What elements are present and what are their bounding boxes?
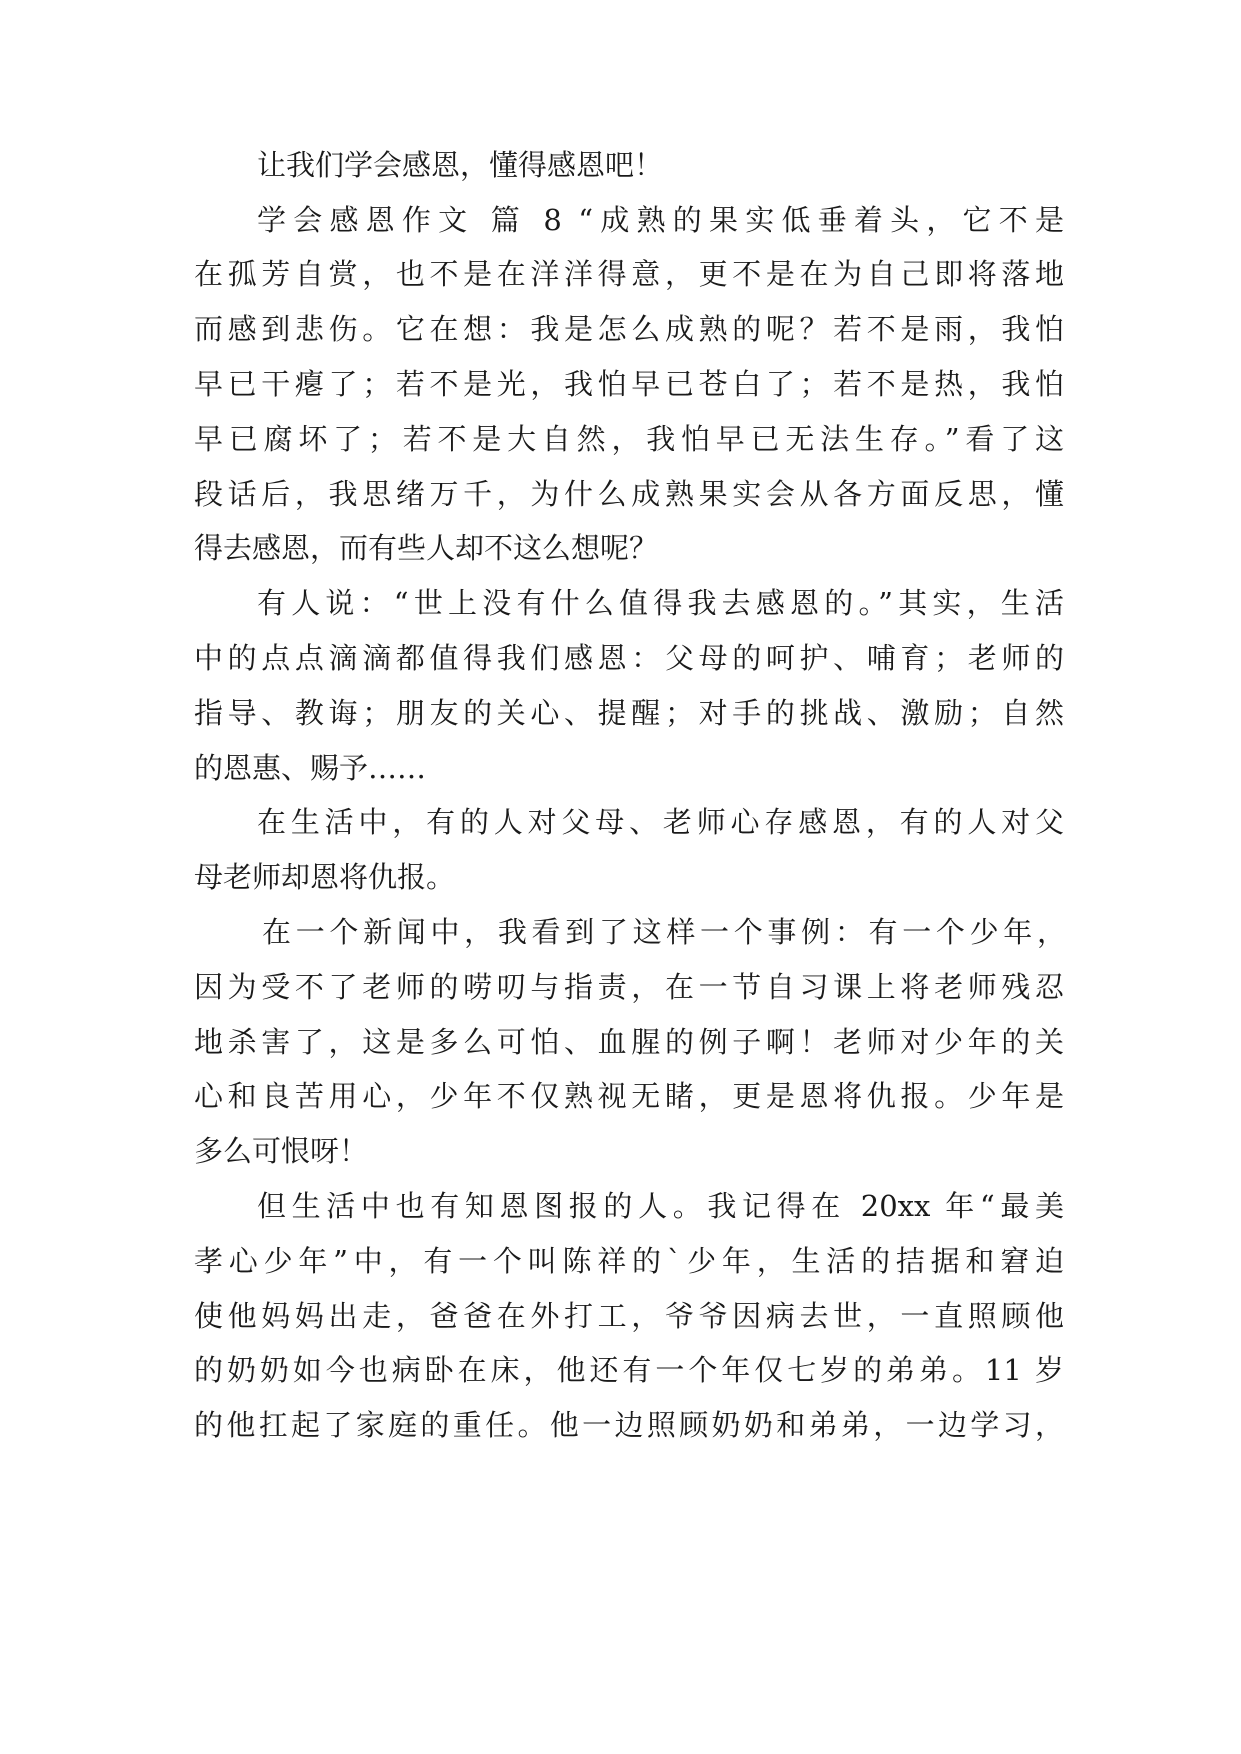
text-line: 多么可恨呀！ [194, 1134, 369, 1168]
text-line: 心和良苦用心，少年不仅熟视无睹，更是恩将仇报。少年是 [194, 1079, 1064, 1113]
text-line: 的他扛起了家庭的重任。他一边照顾奶奶和弟弟，一边学习， [194, 1408, 1064, 1442]
text-line: 让我们学会感恩，懂得感恩吧！ [257, 148, 664, 182]
text-line: 而感到悲伤。它在想：我是怎么成熟的呢？若不是雨，我怕 [194, 312, 1064, 346]
text-line: 孝心少年”中，有一个叫陈祥的`少年，生活的拮据和窘迫 [194, 1244, 1064, 1278]
text-line: 因为受不了老师的唠叨与指责，在一节自习课上将老师残忍 [194, 970, 1064, 1004]
text-line: 在孤芳自赏，也不是在洋洋得意，更不是在为自己即将落地 [194, 257, 1064, 291]
text-line: 但生活中也有知恩图报的人。我记得在 20xx 年“最美 [257, 1189, 1064, 1223]
text-line: 母老师却恩将仇报。 [194, 860, 456, 894]
text-line: 学会感恩作文 篇 8 “成熟的果实低垂着头，它不是 [257, 203, 1064, 237]
text-line: 的恩惠、赐予…… [194, 751, 427, 785]
text-line: 有人说：“世上没有什么值得我去感恩的。”其实，生活 [257, 586, 1064, 620]
text-line: 段话后，我思绪万千，为什么成熟果实会从各方面反思，懂 [194, 477, 1064, 511]
text-line: 得去感恩，而有些人却不这么想呢？ [194, 531, 659, 565]
text-line: 早已腐坏了；若不是大自然，我怕早已无法生存。”看了这 [194, 422, 1064, 456]
text-line: 中的点点滴滴都值得我们感恩：父母的呵护、哺育；老师的 [194, 641, 1064, 675]
text-line: 地杀害了，这是多么可怕、血腥的例子啊！老师对少年的关 [194, 1025, 1064, 1059]
text-line: 指导、教诲；朋友的关心、提醒；对手的挑战、激励；自然 [194, 696, 1064, 730]
text-line: 的奶奶如今也病卧在床，他还有一个年仅七岁的弟弟。11 岁 [194, 1353, 1064, 1387]
text-line: 在生活中，有的人对父母、老师心存感恩，有的人对父 [257, 805, 1064, 839]
text-line: 使他妈妈出走，爸爸在外打工，爷爷因病去世，一直照顾他 [194, 1299, 1064, 1333]
text-line: 在一个新闻中，我看到了这样一个事例：有一个少年， [262, 915, 1066, 949]
text-line: 早已干瘪了；若不是光，我怕早已苍白了；若不是热，我怕 [194, 367, 1064, 401]
